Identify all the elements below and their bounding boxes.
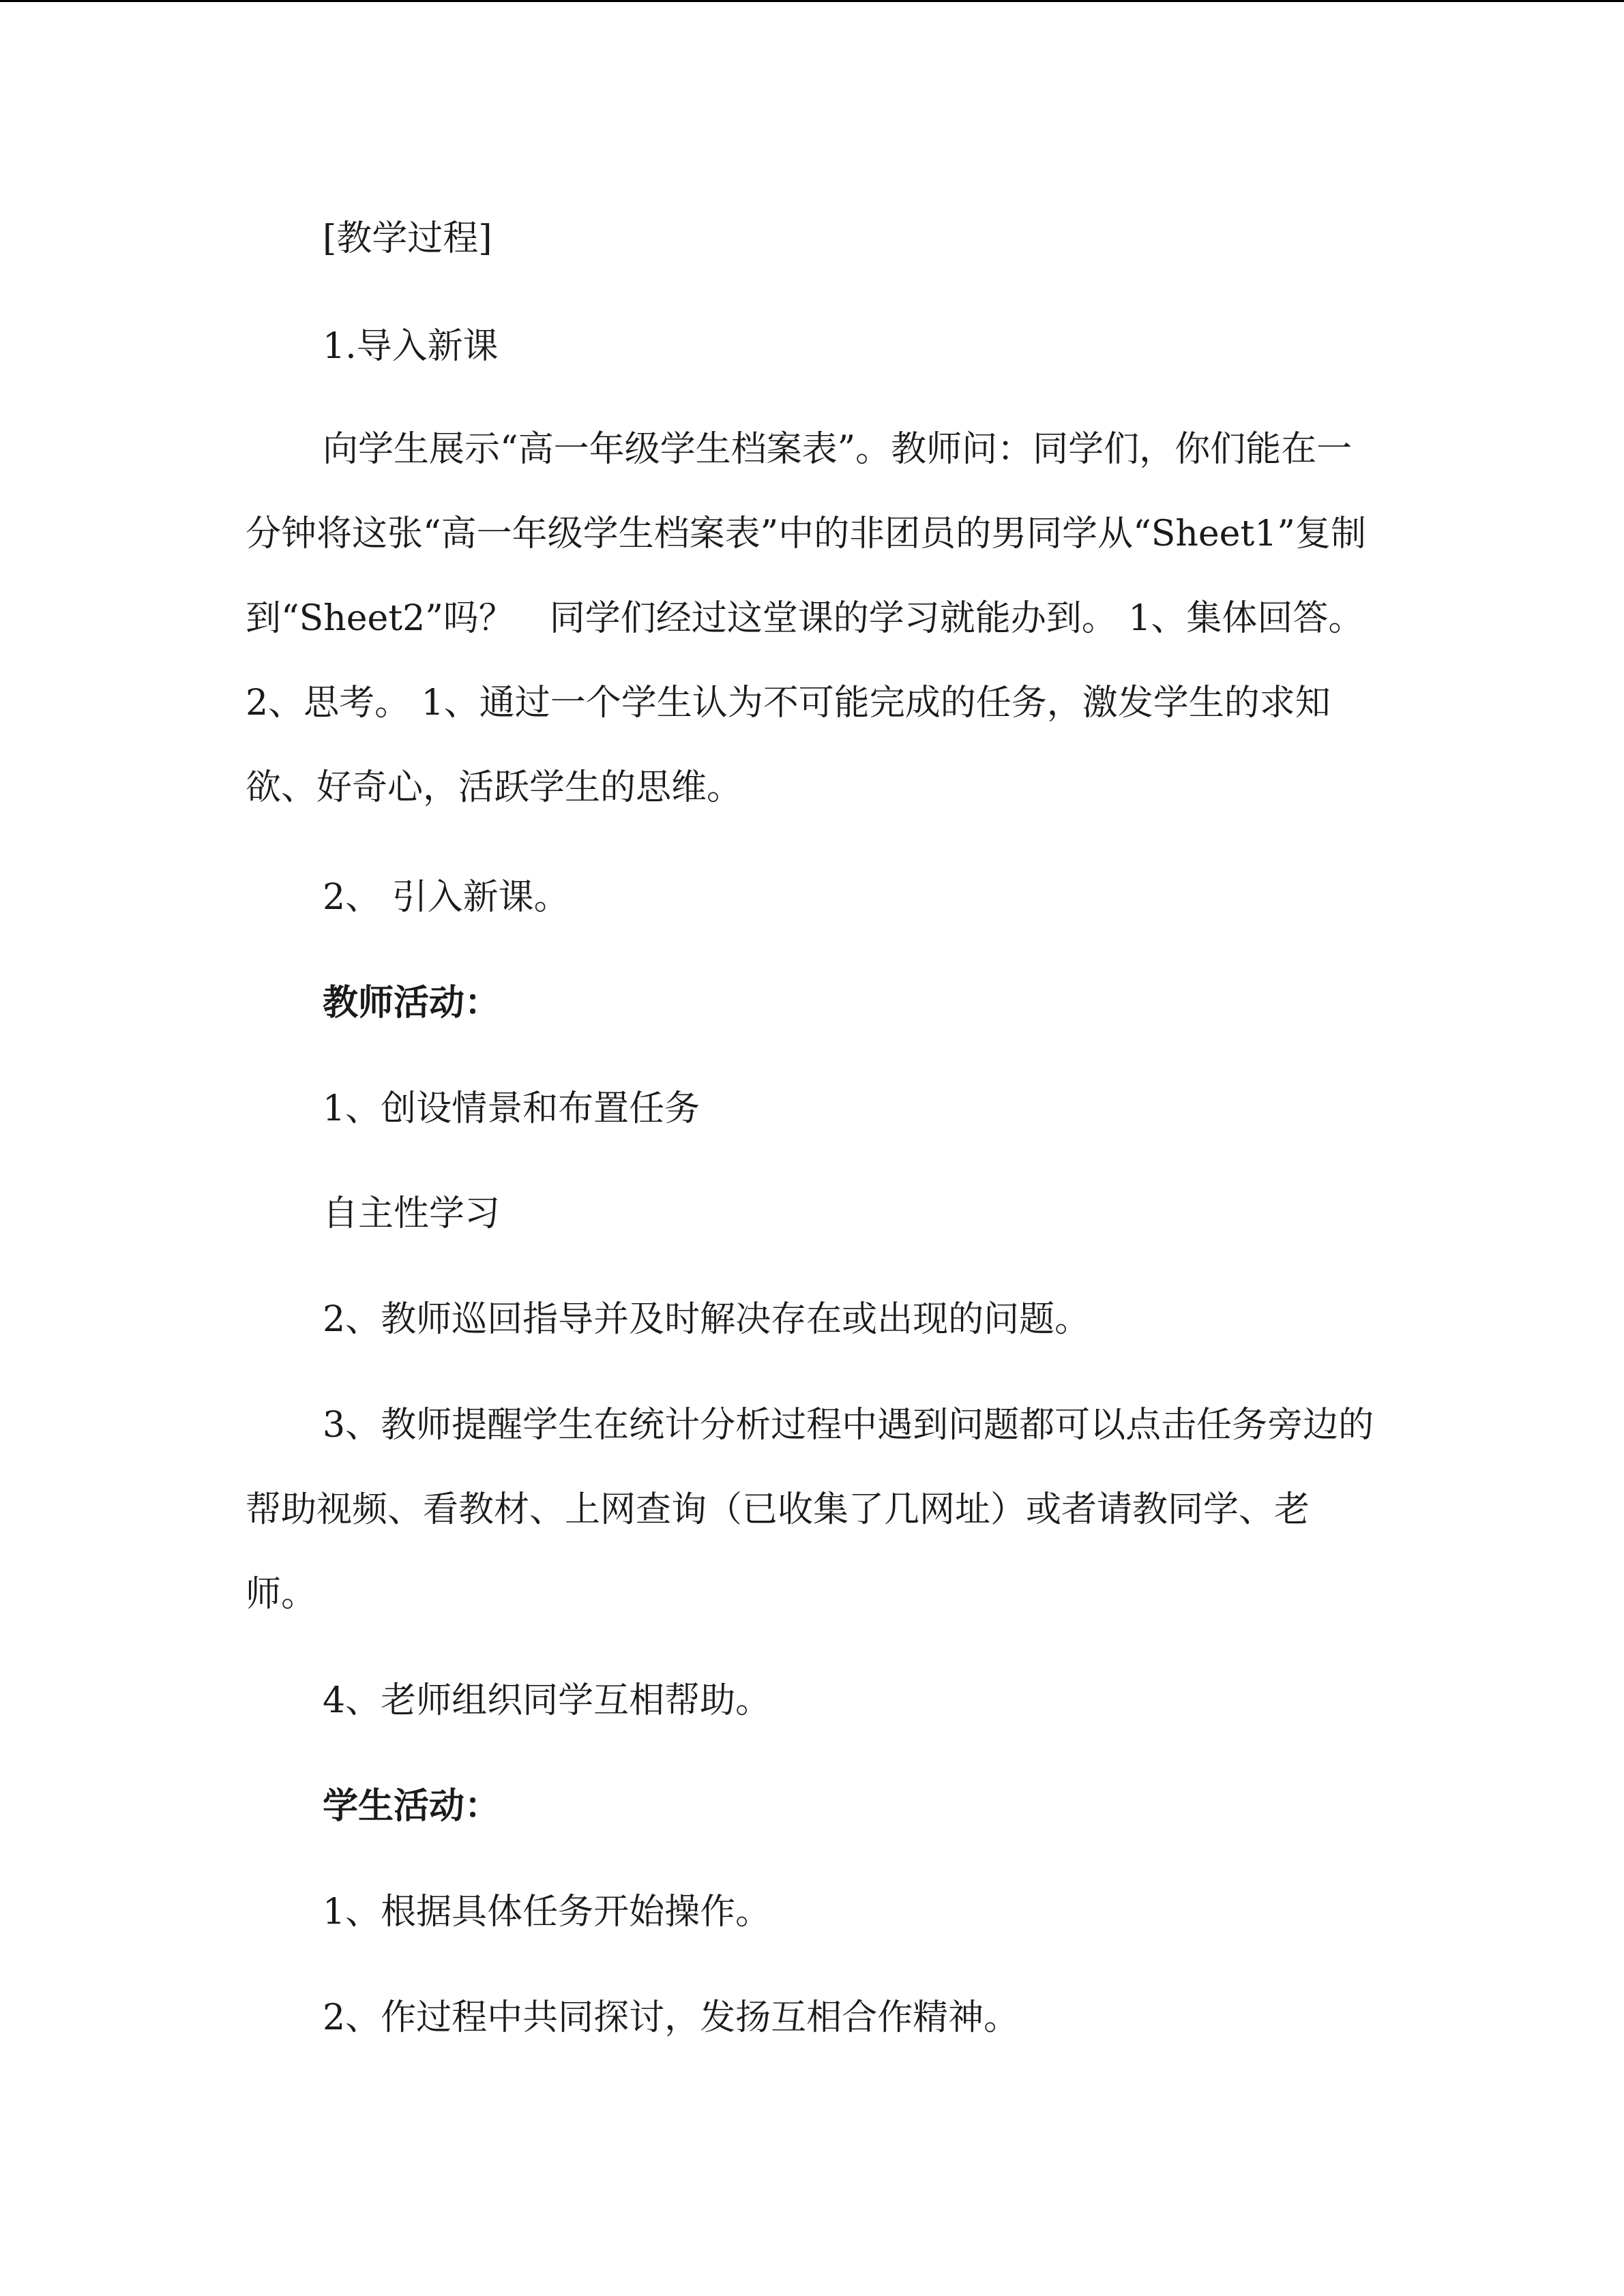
teacher-activity-heading: 教师活动： <box>323 982 501 1024</box>
teacher-activity-item-2: 2、教师巡回指导并及时解决存在或出现的问题。 <box>323 1299 1091 1340</box>
self-study-line: 自主性学习 <box>323 1193 501 1234</box>
student-activity-item-1: 1、根据具体任务开始操作。 <box>323 1892 771 1933</box>
student-activity-item-2: 2、作过程中共同探讨，发扬互相合作精神。 <box>323 1997 1020 2038</box>
teacher-activity-item-4: 4、老师组织同学互相帮助。 <box>323 1680 771 1721</box>
intro-new-lesson-item: 2、 引入新课。 <box>323 877 570 918</box>
section-heading-teaching-process: [教学过程] <box>323 218 492 259</box>
intro-paragraph: 向学生展示“高一年级学生档案表”。教师问：同学们，你们能在一分钟将这张“高一年级学生档案表”中的非团员的男同学从“Sheet1”复制到“Sheet2”吗？ 同学们经过这堂课的学习就能办到。 1、集体回答。2、思考。 1、通过一个学生认为不可能完成的任务，激发学生的求知欲、好奇心，活跃学生的思维。 <box>246 429 1366 808</box>
teacher-activity-item-3: 3、教师提醒学生在统计分析过程中遇到问题都可以点击任务旁边的帮助视频、看教材、上网查询（已收集了几网址）或者请教同学、老师。 <box>246 1405 1374 1615</box>
teacher-activity-item-1: 1、创设情景和布置任务 <box>323 1088 700 1129</box>
page-top-border <box>0 0 1624 2</box>
student-activity-heading: 学生活动： <box>323 1785 501 1827</box>
subsection-heading-intro: 1.导入新课 <box>323 326 499 367</box>
